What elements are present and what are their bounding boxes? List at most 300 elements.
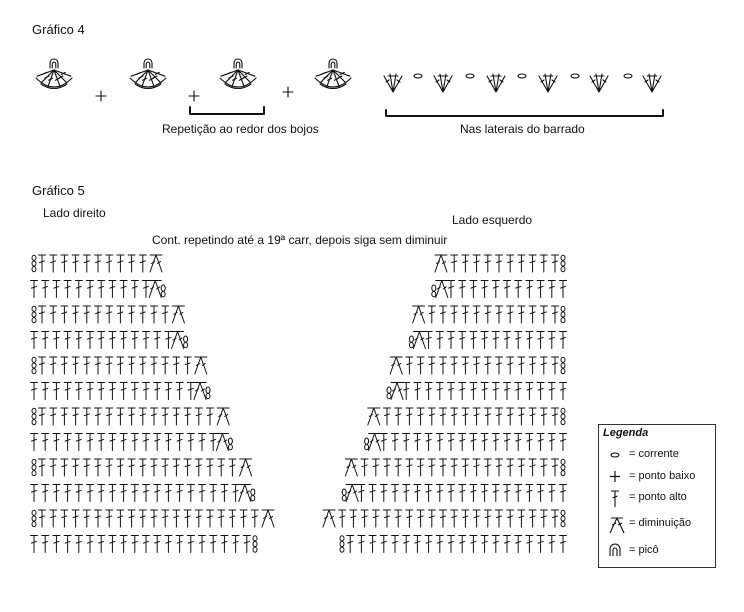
tall-stitch	[380, 434, 387, 451]
tall-stitch	[459, 383, 466, 400]
chain-stitch	[561, 306, 565, 311]
tall-stitch	[72, 459, 79, 476]
tall-stitch	[229, 510, 236, 527]
tall-stitch	[560, 332, 567, 349]
tall-stitch	[162, 306, 169, 323]
tall-stitch	[548, 434, 555, 451]
tall-stitch	[529, 255, 536, 272]
tall-stitch	[403, 434, 410, 451]
picot-stitch	[50, 59, 58, 68]
tall-stitch	[42, 485, 49, 502]
tall-stitch	[210, 485, 217, 502]
tall-stitch	[560, 536, 567, 553]
chain-stitch	[432, 292, 436, 297]
chain-stitch	[32, 471, 36, 476]
tall-stitch	[473, 408, 480, 425]
tall-stitch	[459, 536, 466, 553]
tall-stitch	[481, 332, 488, 349]
grafico4-drawing	[36, 59, 663, 116]
tall-stitch	[560, 383, 567, 400]
tall-stitch	[109, 383, 116, 400]
tall-stitch	[496, 306, 503, 323]
tall-stitch	[548, 485, 555, 502]
tall-stitch	[414, 434, 421, 451]
decrease-stitch	[262, 510, 274, 527]
tall-stitch	[39, 306, 46, 323]
tall-stitch	[462, 408, 469, 425]
tall-stitch	[358, 485, 365, 502]
tall-stitch	[414, 485, 421, 502]
tall-stitch	[548, 332, 555, 349]
tall-stitch	[369, 536, 376, 553]
tall-stitch	[128, 255, 135, 272]
tall-stitch	[470, 332, 477, 349]
tall-stitch	[428, 459, 435, 476]
hatch	[489, 76, 503, 82]
tall-stitch	[39, 255, 46, 272]
decrease-stitch	[345, 459, 357, 476]
chart-row-left	[32, 459, 252, 476]
tall-stitch	[39, 408, 46, 425]
tall-stitch	[496, 459, 503, 476]
tall-stitch	[484, 306, 491, 323]
tall-stitch	[504, 332, 511, 349]
tall-stitch	[50, 408, 57, 425]
tall-stitch	[507, 357, 514, 374]
tall-stitch	[120, 281, 127, 298]
chain-stitch	[340, 536, 344, 541]
tall-stitch	[440, 306, 447, 323]
chain-stitch	[561, 369, 565, 374]
tall-stitch	[529, 306, 536, 323]
tall-stitch	[384, 408, 391, 425]
tall-stitch	[143, 383, 150, 400]
tall-stitch	[552, 408, 559, 425]
tall-stitch	[526, 281, 533, 298]
tall-stitch	[428, 408, 435, 425]
chain-stitch	[32, 363, 36, 368]
tall-stitch	[229, 459, 236, 476]
decrease-stitch	[391, 383, 403, 400]
tall-stitch	[173, 459, 180, 476]
tall-stitch	[526, 485, 533, 502]
tall-stitch	[64, 434, 71, 451]
tall-stitch	[187, 383, 194, 400]
tall-stitch	[518, 510, 525, 527]
tall-stitch	[552, 357, 559, 374]
decrease-icon	[607, 514, 627, 536]
tall-stitch	[87, 281, 94, 298]
tall-stitch	[106, 357, 113, 374]
tall-stitch	[552, 510, 559, 527]
v-stitch-group	[384, 74, 402, 92]
decrease-stitch	[323, 510, 335, 527]
chain-stitch	[228, 445, 232, 450]
tall-stitch	[195, 408, 202, 425]
tall-stitch	[128, 408, 135, 425]
tall-stitch	[187, 536, 194, 553]
chain-stitch	[561, 363, 565, 368]
tall-stitch	[87, 485, 94, 502]
tall-stitch	[83, 408, 90, 425]
tall-stitch	[384, 510, 391, 527]
tall-stitch	[470, 434, 477, 451]
tall-stitch	[436, 434, 443, 451]
tall-stitch	[98, 434, 105, 451]
hatch	[592, 76, 606, 82]
tall-stitch	[187, 485, 194, 502]
tall-stitch	[139, 255, 146, 272]
tall-stitch	[448, 434, 455, 451]
tall-stitch	[470, 383, 477, 400]
decrease-stitch	[369, 434, 381, 451]
tall-stitch	[481, 536, 488, 553]
chain-stitch	[32, 306, 36, 311]
tall-stitch	[425, 383, 432, 400]
tall-stitch	[143, 281, 150, 298]
tall-stitch	[61, 459, 68, 476]
tall-stitch	[515, 383, 522, 400]
tall-stitch	[507, 510, 514, 527]
tall-stitch	[448, 383, 455, 400]
tall-stitch	[173, 510, 180, 527]
tall-stitch	[117, 459, 124, 476]
legend-item-double	[599, 488, 715, 508]
tall-stitch	[548, 383, 555, 400]
tall-stitch	[473, 255, 480, 272]
tall-stitch	[372, 510, 379, 527]
plus-stitch	[283, 87, 293, 97]
tall-stitch	[75, 536, 82, 553]
tall-stitch	[72, 510, 79, 527]
tall-stitch	[552, 255, 559, 272]
tall-stitch	[537, 434, 544, 451]
tall-stitch	[473, 357, 480, 374]
plus-icon	[607, 467, 623, 487]
chain-stitch	[206, 394, 210, 399]
tall-stitch	[459, 434, 466, 451]
tall-stitch	[154, 383, 161, 400]
tall-stitch	[106, 510, 113, 527]
tall-stitch	[95, 510, 102, 527]
tall-stitch	[61, 255, 68, 272]
tall-stitch	[199, 536, 206, 553]
chart-row-left	[31, 434, 233, 451]
tall-stitch	[53, 485, 60, 502]
tall-stitch	[83, 510, 90, 527]
tall-stitch	[540, 255, 547, 272]
chart-row-left	[31, 383, 211, 400]
tall-stitch	[128, 510, 135, 527]
tall-stitch	[548, 536, 555, 553]
tall-stitch	[395, 510, 402, 527]
tall-stitch	[440, 357, 447, 374]
chain-stitch	[561, 459, 565, 464]
tall-stitch	[151, 408, 158, 425]
tall-stitch	[184, 459, 191, 476]
picot-icon	[607, 541, 623, 561]
v-fan	[434, 74, 452, 92]
tall-stitch	[139, 459, 146, 476]
tall-stitch	[95, 459, 102, 476]
chain-stitch	[32, 408, 36, 413]
tall-stitch	[540, 408, 547, 425]
tall-stitch	[540, 459, 547, 476]
tall-stitch	[131, 281, 138, 298]
tall-stitch	[75, 281, 82, 298]
decrease-stitch	[368, 408, 380, 425]
tall-stitch	[199, 434, 206, 451]
tall-stitch	[50, 459, 57, 476]
tall-stitch	[448, 536, 455, 553]
chain-stitch	[561, 312, 565, 317]
v-fan	[590, 74, 608, 92]
tall-stitch	[162, 510, 169, 527]
decrease-stitch	[150, 255, 162, 272]
tall-stitch	[507, 459, 514, 476]
tall-stitch	[492, 281, 499, 298]
chart-row-right	[432, 281, 567, 298]
tall-stitch	[176, 536, 183, 553]
chain-stitch	[32, 414, 36, 419]
tall-stitch	[75, 485, 82, 502]
tall-stitch	[350, 510, 357, 527]
chain-stitch	[32, 459, 36, 464]
tall-stitch	[210, 536, 217, 553]
tall-stitch	[131, 485, 138, 502]
tall-stitch	[131, 536, 138, 553]
chain-stitch	[409, 336, 413, 342]
tall-stitch	[72, 306, 79, 323]
hatch	[645, 76, 659, 82]
chain-stitch	[561, 255, 565, 260]
chart-row-right	[390, 357, 565, 374]
tall-stitch	[98, 485, 105, 502]
tall-stitch	[484, 408, 491, 425]
chart-row-left	[31, 536, 258, 553]
tall-stitch	[425, 332, 432, 349]
fan-arc	[36, 78, 72, 87]
chain-stitch	[253, 547, 257, 552]
chain-stitch	[32, 510, 36, 515]
left-side-label: Lado direito	[43, 206, 106, 220]
tall-stitch	[448, 485, 455, 502]
tall-stitch	[120, 536, 127, 553]
tall-stitch	[106, 459, 113, 476]
tall-stitch	[50, 255, 57, 272]
fan-arc	[220, 78, 256, 87]
tall-stitch	[392, 536, 399, 553]
tall-stitch	[87, 383, 94, 400]
chain-stitch	[251, 496, 255, 501]
grafico5-title: Gráfico 5	[32, 183, 85, 198]
tall-stitch	[184, 357, 191, 374]
picot-stitch	[329, 59, 337, 68]
tall-stitch	[109, 536, 116, 553]
chart-row-left	[32, 306, 184, 323]
tall-stitch	[540, 306, 547, 323]
decrease-stitch	[149, 281, 161, 298]
tall-stitch	[526, 536, 533, 553]
legend-title: Legenda	[603, 427, 649, 439]
tall-stitch	[440, 408, 447, 425]
tall-stitch	[120, 332, 127, 349]
chain-stitch	[184, 343, 188, 348]
tall-stitch	[72, 357, 79, 374]
tall-stitch	[462, 306, 469, 323]
chain-stitch	[32, 255, 36, 260]
tall-stitch	[61, 510, 68, 527]
fan-motif	[36, 59, 72, 89]
chain-stitch	[32, 522, 36, 527]
decrease-stitch	[172, 332, 184, 349]
tall-stitch	[61, 306, 68, 323]
tall-stitch	[526, 383, 533, 400]
right-side-label: Lado esquerdo	[452, 213, 533, 227]
chart-row-right	[387, 383, 567, 400]
chain-stitch	[32, 267, 36, 272]
tall-stitch	[507, 408, 514, 425]
chart-row-left	[32, 510, 274, 527]
bracket-2	[386, 110, 663, 116]
chain-stitch	[32, 261, 36, 266]
decrease-stitch	[194, 383, 206, 400]
decrease-stitch	[195, 357, 207, 374]
tall-stitch	[106, 255, 113, 272]
tall-stitch	[496, 255, 503, 272]
tall-stitch	[339, 510, 346, 527]
chain-stitch	[561, 516, 565, 521]
tall-stitch	[552, 306, 559, 323]
decrease-stitch	[172, 306, 184, 323]
tall-stitch	[53, 281, 60, 298]
tall-stitch	[436, 536, 443, 553]
tall-stitch	[143, 434, 150, 451]
tall-stitch	[106, 306, 113, 323]
tall-stitch	[154, 332, 161, 349]
tall-stitch	[117, 357, 124, 374]
tall-stitch	[462, 510, 469, 527]
tall-stitch	[151, 510, 158, 527]
tall-stitch	[428, 306, 435, 323]
chart-row-right	[368, 408, 565, 425]
chain-stitch	[365, 445, 369, 450]
v-fan	[487, 74, 505, 92]
tall-stitch	[95, 408, 102, 425]
chain-stitch	[365, 438, 369, 444]
picot-stitch	[234, 59, 242, 68]
tall-stitch	[232, 536, 239, 553]
tall-stitch	[165, 485, 172, 502]
tall-stitch	[473, 459, 480, 476]
chart-row-right	[365, 434, 567, 451]
tall-stitch	[537, 281, 544, 298]
decrease-stitch	[436, 281, 448, 298]
tall-stitch	[162, 357, 169, 374]
chain-stitch	[561, 267, 565, 272]
legend-label-decrease: = diminuição	[629, 517, 692, 529]
tall-stitch	[560, 434, 567, 451]
chain-stitch	[387, 394, 391, 399]
tall-stitch	[195, 459, 202, 476]
tall-stitch	[39, 510, 46, 527]
chain-stitch	[340, 547, 344, 552]
chain-stitch	[32, 516, 36, 521]
tall-stitch	[207, 408, 214, 425]
tall-stitch	[518, 306, 525, 323]
tall-stitch	[64, 485, 71, 502]
tall-stitch	[95, 255, 102, 272]
tall-stitch	[361, 459, 368, 476]
chain-stitch	[571, 74, 579, 78]
tall-stitch	[560, 281, 567, 298]
tall-stitch	[50, 357, 57, 374]
tall-stitch	[515, 434, 522, 451]
tall-stitch	[481, 485, 488, 502]
tall-stitch	[232, 485, 239, 502]
tall-stitch	[199, 485, 206, 502]
tall-stitch	[526, 434, 533, 451]
tall-stitch	[117, 255, 124, 272]
tall-stitch	[451, 408, 458, 425]
tall-stitch	[221, 485, 228, 502]
tall-stitch	[128, 459, 135, 476]
tall-stitch	[425, 434, 432, 451]
chart-row-left	[31, 485, 255, 502]
chain-stitch	[414, 74, 422, 78]
chain-stitch	[624, 74, 632, 78]
chain-stitch	[253, 536, 257, 541]
tall-stitch	[131, 332, 138, 349]
decrease-stitch	[390, 357, 402, 374]
tall-stitch	[83, 255, 90, 272]
tall-stitch	[42, 383, 49, 400]
legend-label-picot: = picô	[629, 544, 659, 556]
tall-stitch	[406, 357, 413, 374]
chain-stitch	[32, 369, 36, 374]
chain-stitch	[561, 420, 565, 425]
tall-stitch	[75, 332, 82, 349]
chart-row-left	[32, 255, 162, 272]
tall-stitch	[64, 383, 71, 400]
chain-stitch	[184, 336, 188, 342]
tall-stitch	[128, 357, 135, 374]
tall-stitch	[42, 434, 49, 451]
chain-stitch	[342, 496, 346, 501]
tall-stitch	[243, 536, 250, 553]
tall-stitch	[406, 510, 413, 527]
tall-stitch	[417, 357, 424, 374]
chart-row-right	[409, 332, 566, 349]
tall-stitch	[31, 485, 38, 502]
tall-stitch	[207, 510, 214, 527]
decrease-stitch	[239, 485, 251, 502]
tall-stitch	[481, 434, 488, 451]
chain-stitch	[251, 489, 255, 495]
tall-stitch	[537, 332, 544, 349]
tall-stitch	[109, 434, 116, 451]
fan-arc	[315, 78, 351, 87]
tall-stitch	[504, 383, 511, 400]
chain-stitch	[161, 285, 165, 291]
tall-stitch	[87, 434, 94, 451]
legend-item-single	[599, 467, 715, 487]
tall-stitch	[492, 536, 499, 553]
plus-stitch	[96, 91, 106, 101]
tall-stitch	[504, 434, 511, 451]
tall-stitch	[504, 281, 511, 298]
tall-stitch	[87, 332, 94, 349]
